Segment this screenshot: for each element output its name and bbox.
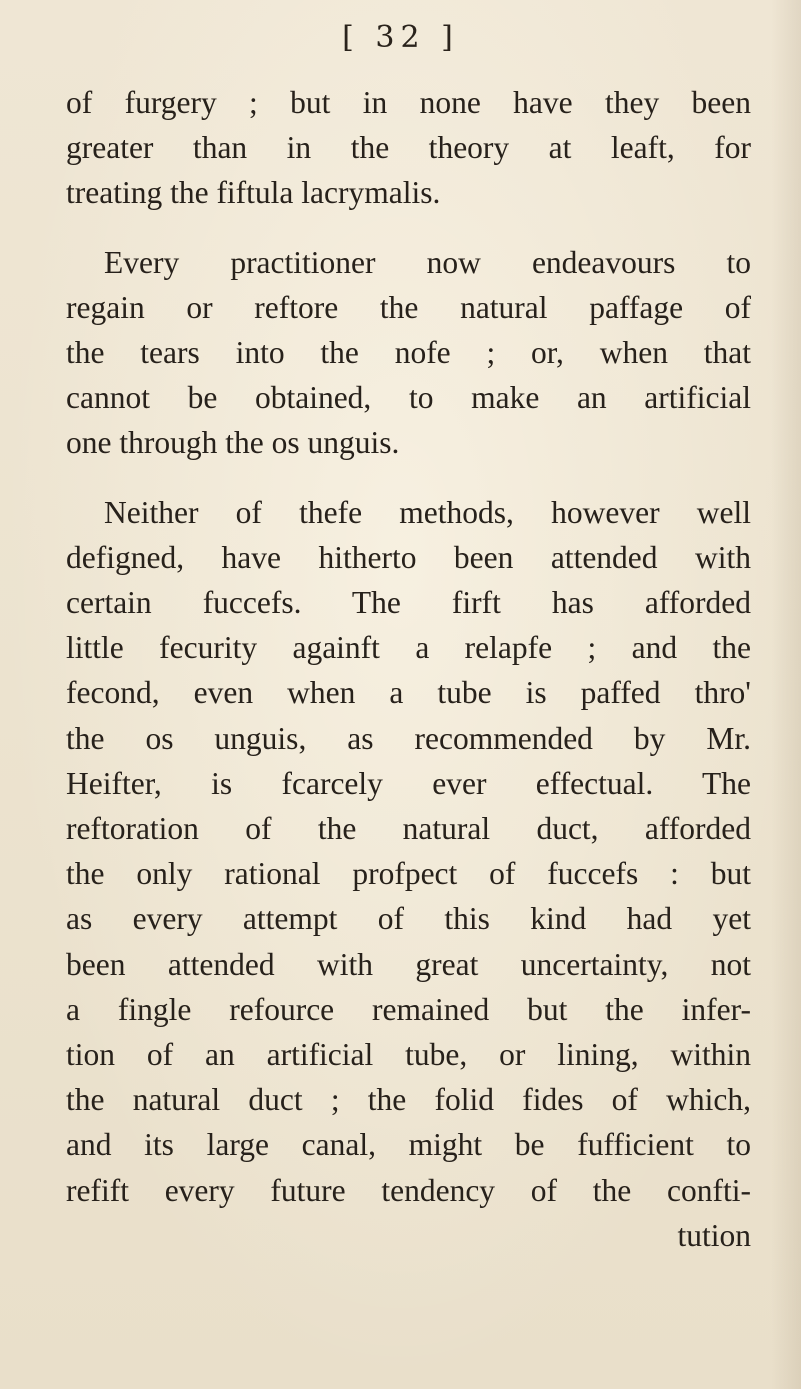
text-line: of furgery ; but in none have they been <box>66 85 751 120</box>
text-line: certain fuccefs. The firft has afforded <box>66 585 751 621</box>
text-line: the tears into the nofe ; or, when that <box>66 335 751 371</box>
text-line: refift every future tendency of the confti- <box>66 1172 751 1208</box>
catchword: tution <box>677 1217 751 1253</box>
text-line: one through the os unguis. <box>66 425 400 461</box>
text-line: Neither of thefe methods, however well <box>104 494 751 530</box>
text-line: little fecurity againft a relapfe ; and the <box>66 630 751 666</box>
text-line: fecond, even when a tube is paffed thro' <box>66 675 751 711</box>
paragraph-2 <box>66 240 751 466</box>
text-line: a fingle refource remained but the infer- <box>66 991 751 1027</box>
text-line: and its large canal, might be fufficient to <box>66 1127 751 1163</box>
text-line: Heifter, is fcarcely ever effectual. The <box>66 765 751 801</box>
paragraph-1 <box>66 80 751 216</box>
text-line: regain or reftore the natural paffage of <box>66 289 751 325</box>
text-line: cannot be obtained, to make an artificial <box>66 380 751 416</box>
paragraph-3 <box>66 490 751 1258</box>
text-line: tion of an artificial tube, or lining, within <box>66 1037 751 1073</box>
text-line: been attended with great uncertainty, not <box>66 946 751 982</box>
page-number: [ 32 ] <box>342 20 459 55</box>
text-line: the only rational profpect of fuccefs : but <box>66 856 751 892</box>
body-text <box>66 80 751 1282</box>
text-line: reftoration of the natural duct, afforded <box>66 811 751 847</box>
text-line: treating the fiftula lacrymalis. <box>66 175 441 211</box>
text-line: Every practitioner now endeavours to <box>104 244 751 280</box>
text-line: greater than in the theory at leaft, for <box>66 130 751 166</box>
text-line: the os unguis, as recommended by Mr. <box>66 720 751 756</box>
page-edge-shadow <box>771 0 801 1389</box>
text-line: defigned, have hitherto been attended with <box>66 539 751 575</box>
text-line: the natural duct ; the folid fides of which, <box>66 1082 751 1118</box>
text-line: as every attempt of this kind had yet <box>66 901 751 937</box>
